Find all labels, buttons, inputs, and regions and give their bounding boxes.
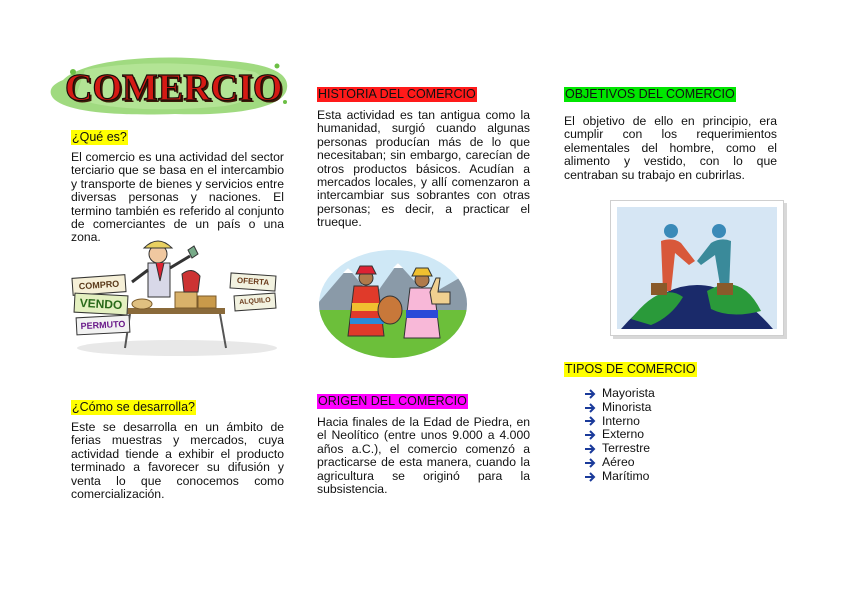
title-banner [45, 50, 295, 120]
origen-line: practicarse de esta manera, cuando la [317, 455, 530, 470]
list-item [584, 387, 734, 401]
objetivos-heading [564, 85, 736, 103]
origen-line: años a.C.), el comercio comenzó a [317, 441, 530, 456]
arrow-bullet-icon [584, 443, 598, 455]
objetivos-text [564, 115, 777, 182]
que-es-line: de comerciantes de un país o una zona. [71, 217, 284, 245]
arrow-bullet-icon [584, 471, 598, 483]
como-line: Este se desarrolla en un ámbito de [71, 420, 284, 434]
como-line: venta lo que conocemos como [71, 473, 284, 488]
como-line: terminado a favorecer su difusión y [71, 460, 284, 475]
historia-label: HISTORIA DEL COMERCIO [318, 87, 476, 101]
que-es-line: El comercio es una actividad del sector [71, 150, 284, 164]
historia-line: humanidad, surgió cuando algunas [317, 121, 530, 136]
arrow-bullet-icon [584, 402, 598, 414]
origen-heading [317, 392, 468, 410]
que-es-label: ¿Qué es? [72, 130, 127, 144]
arrow-bullet-icon [584, 457, 598, 469]
barter-image [318, 248, 468, 360]
que-es-line: termino también es referido al conjunto [71, 203, 284, 218]
como-line: comercialización. [71, 487, 165, 502]
historia-heading [317, 85, 477, 103]
historia-line: personas producían más de lo que [317, 134, 530, 149]
historia-line: personas; es decir, a practicar el [317, 201, 530, 216]
origen-text [317, 416, 530, 496]
origen-line: el Neolítico (entre unos 9.000 a 4.000 [317, 428, 530, 443]
sign-permuto: PERMUTO [76, 315, 131, 336]
sign-compro: COMPRO [71, 274, 126, 296]
origen-line: agricultura se originó para la [317, 468, 530, 483]
tipo-label: Minorista [602, 399, 652, 414]
tipos-label: TIPOS DE COMERCIO [565, 362, 696, 376]
historia-line: otros productos básicos. Acudían a [317, 161, 530, 176]
list-item [584, 428, 734, 442]
barter-illustration [318, 248, 468, 360]
historia-line: mercados locales, y allí comenzaron a [317, 175, 530, 190]
list-item [584, 442, 734, 456]
sign-alquilo: ALQUILO [233, 293, 276, 312]
tipo-label: Marítimo [602, 468, 650, 483]
que-es-line: y transporte de bienes y servicios entre [71, 176, 284, 191]
tipo-label: Interno [602, 413, 640, 428]
handshake-image [611, 201, 783, 335]
objetivos-line: elementales del hombre, como el [564, 140, 777, 155]
tipos-heading [564, 360, 697, 378]
objetivos-line: cumplir con los requerimientos [564, 127, 777, 142]
historia-text [317, 109, 530, 230]
objetivos-label: OBJETIVOS DEL COMERCIO [565, 87, 735, 101]
handshake-clipart [610, 200, 784, 336]
que-es-text [71, 151, 284, 245]
tipo-label: Terrestre [602, 441, 651, 456]
origen-line: Hacia finales de la Edad de Piedra, en [317, 415, 530, 429]
historia-line: intercambiar sus sobrantes con otras [317, 188, 530, 203]
tipo-label: Mayorista [602, 386, 655, 400]
page-title: COMERCIO [65, 67, 283, 109]
origen-line: subsistencia. [317, 482, 388, 497]
arrow-bullet-icon [584, 415, 598, 427]
como-heading [71, 398, 196, 416]
list-item [584, 470, 734, 484]
list-item [584, 456, 734, 470]
historia-line: Esta actividad es tan antigua como la [317, 108, 530, 122]
como-label: ¿Cómo se desarrolla? [72, 400, 195, 414]
historia-line: necesitaban; sin embargo, carecían de [317, 148, 530, 163]
como-line: ferias muestras y mercados, cuya [71, 433, 284, 448]
objetivos-line: El objetivo de ello en principio, era [564, 114, 777, 128]
objetivos-line: alimento y vestido, con lo que [564, 154, 777, 169]
origen-label: ORIGEN DEL COMERCIO [318, 394, 467, 408]
arrow-bullet-icon [584, 388, 598, 400]
tipos-list-wrap [584, 387, 734, 484]
sign-vendo: VENDO [74, 293, 129, 316]
historia-line: trueque. [317, 215, 362, 230]
list-item [584, 415, 734, 429]
list-item [584, 401, 734, 415]
que-es-line: diversas personas y naciones. El [71, 190, 284, 205]
arrow-bullet-icon [584, 429, 598, 441]
vendor-illustration [70, 236, 285, 356]
que-es-line: terciario que se basa en el intercambio [71, 163, 284, 178]
tipos-list [584, 387, 734, 484]
tipo-label: Externo [602, 427, 645, 442]
que-es-heading [71, 128, 128, 146]
objetivos-line: centraban su trabajo en cubrirlas. [564, 167, 745, 182]
tipo-label: Aéreo [602, 454, 635, 469]
sign-oferta: OFERTA [229, 272, 276, 291]
como-text [71, 421, 284, 501]
como-line: actividad tiende a exhibir el producto [71, 446, 284, 461]
